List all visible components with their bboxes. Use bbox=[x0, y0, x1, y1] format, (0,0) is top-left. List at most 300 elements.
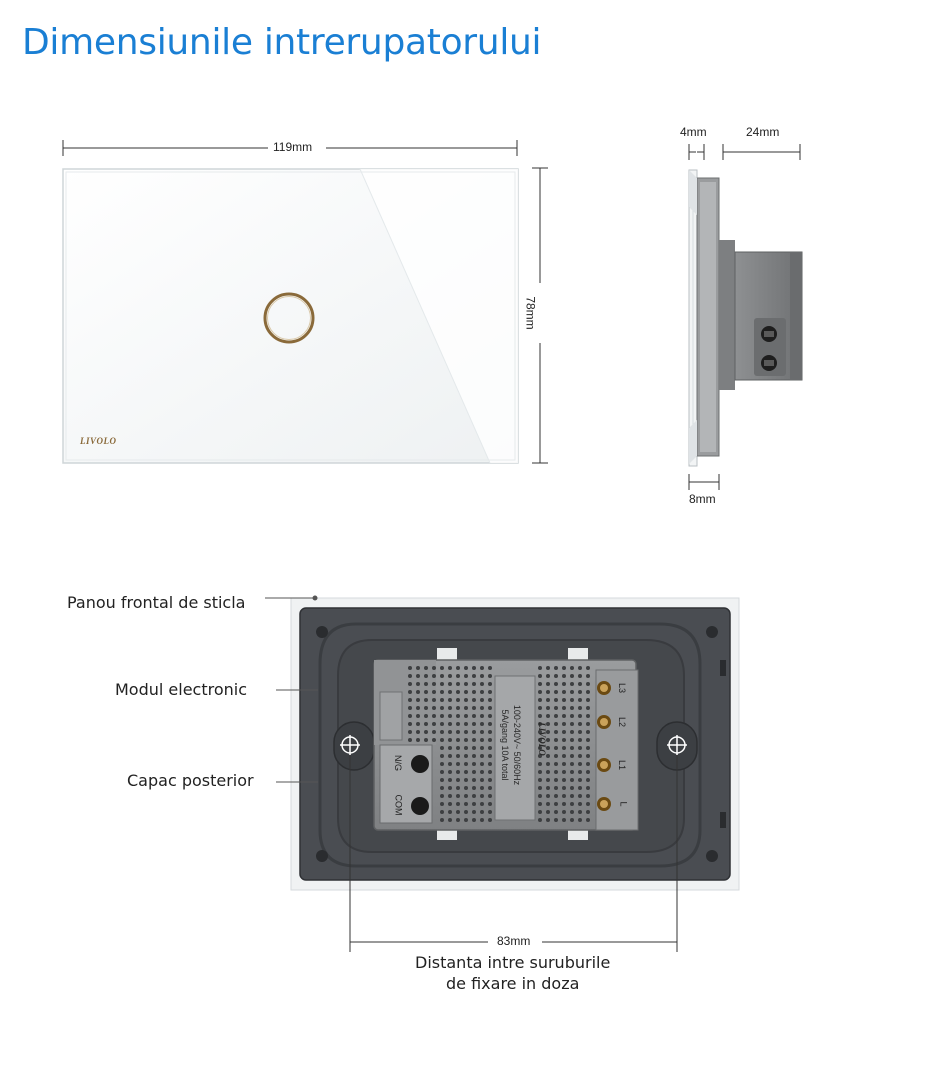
vent-hole bbox=[448, 770, 452, 774]
vent-hole bbox=[424, 674, 428, 678]
vent-hole bbox=[472, 802, 476, 806]
vent-hole bbox=[456, 666, 460, 670]
vent-hole bbox=[448, 682, 452, 686]
screw-distance-label: 83mm bbox=[497, 934, 531, 948]
vent-hole bbox=[546, 682, 550, 686]
vent-hole bbox=[472, 754, 476, 758]
vent-hole bbox=[570, 698, 574, 702]
vent-hole bbox=[586, 778, 590, 782]
depth-label: 24mm bbox=[746, 125, 780, 139]
vent-hole bbox=[586, 666, 590, 670]
vent-hole bbox=[578, 762, 582, 766]
vent-hole bbox=[480, 722, 484, 726]
vent-hole bbox=[472, 786, 476, 790]
vent-hole bbox=[538, 810, 542, 814]
vent-hole bbox=[546, 714, 550, 718]
vent-hole bbox=[480, 698, 484, 702]
vent-hole bbox=[562, 674, 566, 678]
vent-hole bbox=[570, 770, 574, 774]
vent-hole bbox=[440, 666, 444, 670]
vent-hole bbox=[570, 730, 574, 734]
vent-hole bbox=[570, 690, 574, 694]
vent-hole bbox=[448, 746, 452, 750]
vent-hole bbox=[448, 810, 452, 814]
vent-hole bbox=[456, 706, 460, 710]
vent-hole bbox=[480, 674, 484, 678]
vent-hole bbox=[488, 706, 492, 710]
vent-hole bbox=[432, 674, 436, 678]
vent-hole bbox=[440, 730, 444, 734]
vent-hole bbox=[480, 762, 484, 766]
vent-hole bbox=[416, 682, 420, 686]
vent-hole bbox=[562, 698, 566, 702]
vent-hole bbox=[546, 818, 550, 822]
vent-hole bbox=[408, 674, 412, 678]
vent-hole bbox=[578, 786, 582, 790]
vent-hole bbox=[586, 810, 590, 814]
vent-hole bbox=[440, 770, 444, 774]
vent-hole bbox=[432, 666, 436, 670]
vent-hole bbox=[578, 722, 582, 726]
vent-hole bbox=[586, 770, 590, 774]
vent-hole bbox=[448, 674, 452, 678]
vent-hole bbox=[488, 714, 492, 718]
vent-hole bbox=[554, 818, 558, 822]
vent-hole bbox=[456, 810, 460, 814]
vent-hole bbox=[578, 690, 582, 694]
vent-hole bbox=[546, 706, 550, 710]
vent-hole bbox=[586, 746, 590, 750]
vent-hole bbox=[586, 802, 590, 806]
vent-hole bbox=[456, 794, 460, 798]
vent-hole bbox=[464, 690, 468, 694]
vent-hole bbox=[488, 690, 492, 694]
vent-hole bbox=[472, 722, 476, 726]
vent-hole bbox=[448, 738, 452, 742]
vent-hole bbox=[472, 794, 476, 798]
vent-hole bbox=[554, 786, 558, 790]
vent-hole bbox=[472, 690, 476, 694]
vent-hole bbox=[464, 738, 468, 742]
vent-hole bbox=[546, 786, 550, 790]
vent-hole bbox=[570, 786, 574, 790]
front-view bbox=[63, 140, 548, 463]
vent-hole bbox=[578, 674, 582, 678]
module-spec-line-1: 100-240V~ 50/60Hz bbox=[512, 704, 522, 786]
vent-hole bbox=[488, 802, 492, 806]
vent-hole bbox=[440, 778, 444, 782]
vent-hole bbox=[424, 714, 428, 718]
vent-hole bbox=[464, 714, 468, 718]
module-brand: LIVOLO bbox=[536, 722, 547, 756]
vent-hole bbox=[448, 706, 452, 710]
vent-hole bbox=[456, 682, 460, 686]
right-terminals bbox=[596, 670, 638, 830]
vent-hole bbox=[578, 746, 582, 750]
vent-hole bbox=[448, 722, 452, 726]
vent-hole bbox=[480, 706, 484, 710]
vent-hole bbox=[554, 810, 558, 814]
vent-hole bbox=[416, 730, 420, 734]
vent-hole bbox=[432, 738, 436, 742]
vent-hole bbox=[456, 818, 460, 822]
vent-hole bbox=[448, 690, 452, 694]
vent-hole bbox=[554, 706, 558, 710]
vent-hole bbox=[538, 706, 542, 710]
vent-hole bbox=[562, 754, 566, 758]
vent-hole bbox=[586, 786, 590, 790]
vent-hole bbox=[472, 714, 476, 718]
vent-hole bbox=[424, 730, 428, 734]
vent-hole bbox=[464, 762, 468, 766]
vent-hole bbox=[586, 730, 590, 734]
vent-hole bbox=[456, 714, 460, 718]
vent-hole bbox=[440, 802, 444, 806]
vent-hole bbox=[440, 786, 444, 790]
vent-hole bbox=[578, 794, 582, 798]
vent-hole bbox=[562, 746, 566, 750]
vent-hole bbox=[538, 690, 542, 694]
vent-hole bbox=[546, 674, 550, 678]
vent-hole bbox=[578, 706, 582, 710]
vent-hole bbox=[408, 714, 412, 718]
vent-hole bbox=[408, 690, 412, 694]
vent-hole bbox=[586, 818, 590, 822]
vent-hole bbox=[554, 802, 558, 806]
vent-hole bbox=[432, 714, 436, 718]
vent-hole bbox=[448, 802, 452, 806]
vent-hole bbox=[554, 674, 558, 678]
width-label: 119mm bbox=[273, 140, 313, 154]
vent-hole bbox=[416, 690, 420, 694]
vent-hole bbox=[538, 802, 542, 806]
terminal-l1: L1 bbox=[617, 759, 628, 771]
vent-hole bbox=[440, 810, 444, 814]
vent-hole bbox=[488, 674, 492, 678]
callout-glass-panel: Panou frontal de sticla bbox=[67, 593, 246, 612]
vent-hole bbox=[570, 682, 574, 686]
vent-hole bbox=[578, 802, 582, 806]
vent-hole bbox=[488, 810, 492, 814]
vent-hole bbox=[416, 722, 420, 726]
vent-hole bbox=[480, 754, 484, 758]
vent-hole bbox=[456, 722, 460, 726]
vent-hole bbox=[546, 666, 550, 670]
callout-back-cover: Capac posterior bbox=[127, 771, 254, 790]
vent-hole bbox=[448, 794, 452, 798]
vent-hole bbox=[448, 714, 452, 718]
vent-hole bbox=[538, 698, 542, 702]
vent-hole bbox=[408, 682, 412, 686]
vent-hole bbox=[440, 754, 444, 758]
vent-hole bbox=[432, 682, 436, 686]
vent-hole bbox=[456, 738, 460, 742]
vent-hole bbox=[432, 690, 436, 694]
vent-hole bbox=[424, 666, 428, 670]
vent-hole bbox=[554, 666, 558, 670]
vent-hole bbox=[554, 762, 558, 766]
vent-hole bbox=[570, 794, 574, 798]
vent-hole bbox=[578, 738, 582, 742]
vent-hole bbox=[456, 674, 460, 678]
vent-hole bbox=[488, 770, 492, 774]
vent-hole bbox=[570, 722, 574, 726]
vent-hole bbox=[408, 698, 412, 702]
terminal-l: L bbox=[618, 801, 629, 807]
vent-hole bbox=[570, 714, 574, 718]
vent-hole bbox=[488, 818, 492, 822]
vent-hole bbox=[480, 682, 484, 686]
vent-hole bbox=[554, 690, 558, 694]
vent-hole bbox=[538, 674, 542, 678]
vent-hole bbox=[570, 746, 574, 750]
vent-hole bbox=[448, 666, 452, 670]
vent-hole bbox=[416, 738, 420, 742]
vent-hole bbox=[472, 770, 476, 774]
vent-hole bbox=[408, 722, 412, 726]
vent-hole bbox=[586, 690, 590, 694]
vent-hole bbox=[408, 730, 412, 734]
vent-hole bbox=[480, 786, 484, 790]
vent-hole bbox=[554, 714, 558, 718]
vent-hole bbox=[538, 682, 542, 686]
vent-hole bbox=[546, 770, 550, 774]
vent-hole bbox=[472, 674, 476, 678]
brand-logo: LIVOLO bbox=[80, 436, 117, 446]
vent-hole bbox=[408, 666, 412, 670]
vent-hole bbox=[480, 818, 484, 822]
vent-hole bbox=[464, 770, 468, 774]
vent-hole bbox=[464, 778, 468, 782]
vent-hole bbox=[472, 730, 476, 734]
vent-hole bbox=[562, 770, 566, 774]
module-spec-line-2: 5A/gang 10A total bbox=[500, 709, 510, 781]
vent-hole bbox=[416, 698, 420, 702]
vent-hole bbox=[448, 754, 452, 758]
vent-hole bbox=[554, 722, 558, 726]
screw-caption-line-2: de fixare in doza bbox=[446, 974, 580, 993]
vent-hole bbox=[546, 794, 550, 798]
vent-hole bbox=[464, 754, 468, 758]
vent-hole bbox=[472, 778, 476, 782]
vent-hole bbox=[432, 722, 436, 726]
vent-hole bbox=[472, 762, 476, 766]
vent-hole bbox=[586, 698, 590, 702]
vent-hole bbox=[472, 706, 476, 710]
vent-hole bbox=[554, 794, 558, 798]
vent-hole bbox=[456, 730, 460, 734]
frame-thickness-label: 8mm bbox=[689, 492, 716, 506]
vent-hole bbox=[456, 778, 460, 782]
vent-hole bbox=[440, 818, 444, 822]
vent-hole bbox=[562, 786, 566, 790]
vent-hole bbox=[440, 706, 444, 710]
vent-hole bbox=[480, 778, 484, 782]
vent-hole bbox=[578, 666, 582, 670]
vent-hole bbox=[546, 698, 550, 702]
vent-hole bbox=[416, 666, 420, 670]
vent-hole bbox=[440, 714, 444, 718]
vent-hole bbox=[570, 754, 574, 758]
vent-hole bbox=[480, 746, 484, 750]
vent-hole bbox=[578, 714, 582, 718]
vent-hole bbox=[562, 738, 566, 742]
vent-hole bbox=[562, 714, 566, 718]
vent-hole bbox=[578, 754, 582, 758]
vent-hole bbox=[472, 738, 476, 742]
vent-hole bbox=[546, 762, 550, 766]
vent-hole bbox=[480, 802, 484, 806]
vent-hole bbox=[562, 666, 566, 670]
vent-hole bbox=[424, 722, 428, 726]
vent-hole bbox=[562, 730, 566, 734]
vent-hole bbox=[562, 818, 566, 822]
vent-hole bbox=[546, 690, 550, 694]
vent-hole bbox=[424, 698, 428, 702]
vent-hole bbox=[480, 770, 484, 774]
vent-hole bbox=[448, 762, 452, 766]
vent-hole bbox=[488, 698, 492, 702]
vent-hole bbox=[578, 810, 582, 814]
vent-hole bbox=[456, 746, 460, 750]
vent-hole bbox=[586, 722, 590, 726]
vent-hole bbox=[416, 714, 420, 718]
vent-hole bbox=[424, 690, 428, 694]
vent-hole bbox=[472, 810, 476, 814]
vent-hole bbox=[440, 690, 444, 694]
vent-hole bbox=[488, 730, 492, 734]
vent-hole bbox=[440, 698, 444, 702]
screw-caption-line-1: Distanta intre suruburile bbox=[415, 953, 611, 972]
vent-hole bbox=[440, 738, 444, 742]
vent-hole bbox=[586, 706, 590, 710]
vent-hole bbox=[488, 778, 492, 782]
vent-hole bbox=[562, 802, 566, 806]
vent-hole bbox=[488, 746, 492, 750]
vent-hole bbox=[586, 762, 590, 766]
vent-hole bbox=[570, 802, 574, 806]
vent-hole bbox=[578, 778, 582, 782]
vent-hole bbox=[562, 778, 566, 782]
page-title: Dimensiunile intrerupatorului bbox=[22, 22, 542, 63]
vent-hole bbox=[440, 762, 444, 766]
vent-hole bbox=[554, 770, 558, 774]
vent-hole bbox=[488, 754, 492, 758]
vent-hole bbox=[432, 730, 436, 734]
vent-hole bbox=[464, 802, 468, 806]
vent-hole bbox=[440, 674, 444, 678]
vent-hole bbox=[546, 810, 550, 814]
vent-hole bbox=[440, 682, 444, 686]
vent-hole bbox=[408, 706, 412, 710]
vent-hole bbox=[570, 738, 574, 742]
vent-hole bbox=[578, 698, 582, 702]
vent-hole bbox=[538, 778, 542, 782]
vent-hole bbox=[554, 778, 558, 782]
vent-hole bbox=[562, 794, 566, 798]
vent-hole bbox=[464, 810, 468, 814]
vent-hole bbox=[464, 666, 468, 670]
vent-hole bbox=[488, 794, 492, 798]
vent-hole bbox=[562, 810, 566, 814]
vent-hole bbox=[448, 818, 452, 822]
vent-hole bbox=[546, 802, 550, 806]
vent-hole bbox=[424, 682, 428, 686]
vent-hole bbox=[562, 682, 566, 686]
vent-hole bbox=[554, 754, 558, 758]
vent-hole bbox=[432, 706, 436, 710]
vent-hole bbox=[440, 746, 444, 750]
vent-hole bbox=[432, 698, 436, 702]
vent-hole bbox=[472, 698, 476, 702]
vent-hole bbox=[480, 666, 484, 670]
vent-hole bbox=[570, 778, 574, 782]
vent-hole bbox=[464, 706, 468, 710]
vent-hole bbox=[538, 714, 542, 718]
height-label: 78mm bbox=[523, 296, 538, 330]
vent-hole bbox=[480, 738, 484, 742]
vent-hole bbox=[464, 722, 468, 726]
vent-hole bbox=[570, 810, 574, 814]
vent-hole bbox=[586, 714, 590, 718]
vent-hole bbox=[464, 794, 468, 798]
vent-hole bbox=[472, 818, 476, 822]
vent-hole bbox=[480, 810, 484, 814]
vent-hole bbox=[440, 794, 444, 798]
vent-hole bbox=[554, 730, 558, 734]
vent-hole bbox=[562, 762, 566, 766]
vent-hole bbox=[538, 762, 542, 766]
vent-hole bbox=[578, 682, 582, 686]
vent-hole bbox=[488, 786, 492, 790]
vent-hole bbox=[416, 674, 420, 678]
terminal-com: COM bbox=[393, 794, 404, 816]
vent-hole bbox=[424, 738, 428, 742]
terminal-l2: L2 bbox=[617, 716, 628, 728]
vent-hole bbox=[586, 674, 590, 678]
vent-hole bbox=[554, 682, 558, 686]
vent-hole bbox=[562, 722, 566, 726]
vent-hole bbox=[472, 666, 476, 670]
vent-hole bbox=[562, 706, 566, 710]
vent-hole bbox=[464, 682, 468, 686]
vent-hole bbox=[554, 738, 558, 742]
vent-hole bbox=[416, 706, 420, 710]
vent-hole bbox=[570, 818, 574, 822]
vent-hole bbox=[546, 778, 550, 782]
vent-hole bbox=[456, 786, 460, 790]
vent-hole bbox=[440, 722, 444, 726]
vent-hole bbox=[570, 762, 574, 766]
vent-hole bbox=[424, 706, 428, 710]
vent-hole bbox=[554, 746, 558, 750]
vent-hole bbox=[464, 746, 468, 750]
vent-hole bbox=[456, 770, 460, 774]
vent-hole bbox=[538, 818, 542, 822]
vent-hole bbox=[578, 818, 582, 822]
vent-hole bbox=[562, 690, 566, 694]
vent-hole bbox=[464, 818, 468, 822]
vent-hole bbox=[472, 746, 476, 750]
vent-hole bbox=[554, 698, 558, 702]
vent-hole bbox=[488, 722, 492, 726]
vent-hole bbox=[456, 754, 460, 758]
vent-hole bbox=[456, 690, 460, 694]
vent-hole bbox=[570, 666, 574, 670]
vent-hole bbox=[456, 762, 460, 766]
vent-hole bbox=[464, 674, 468, 678]
vent-hole bbox=[480, 794, 484, 798]
